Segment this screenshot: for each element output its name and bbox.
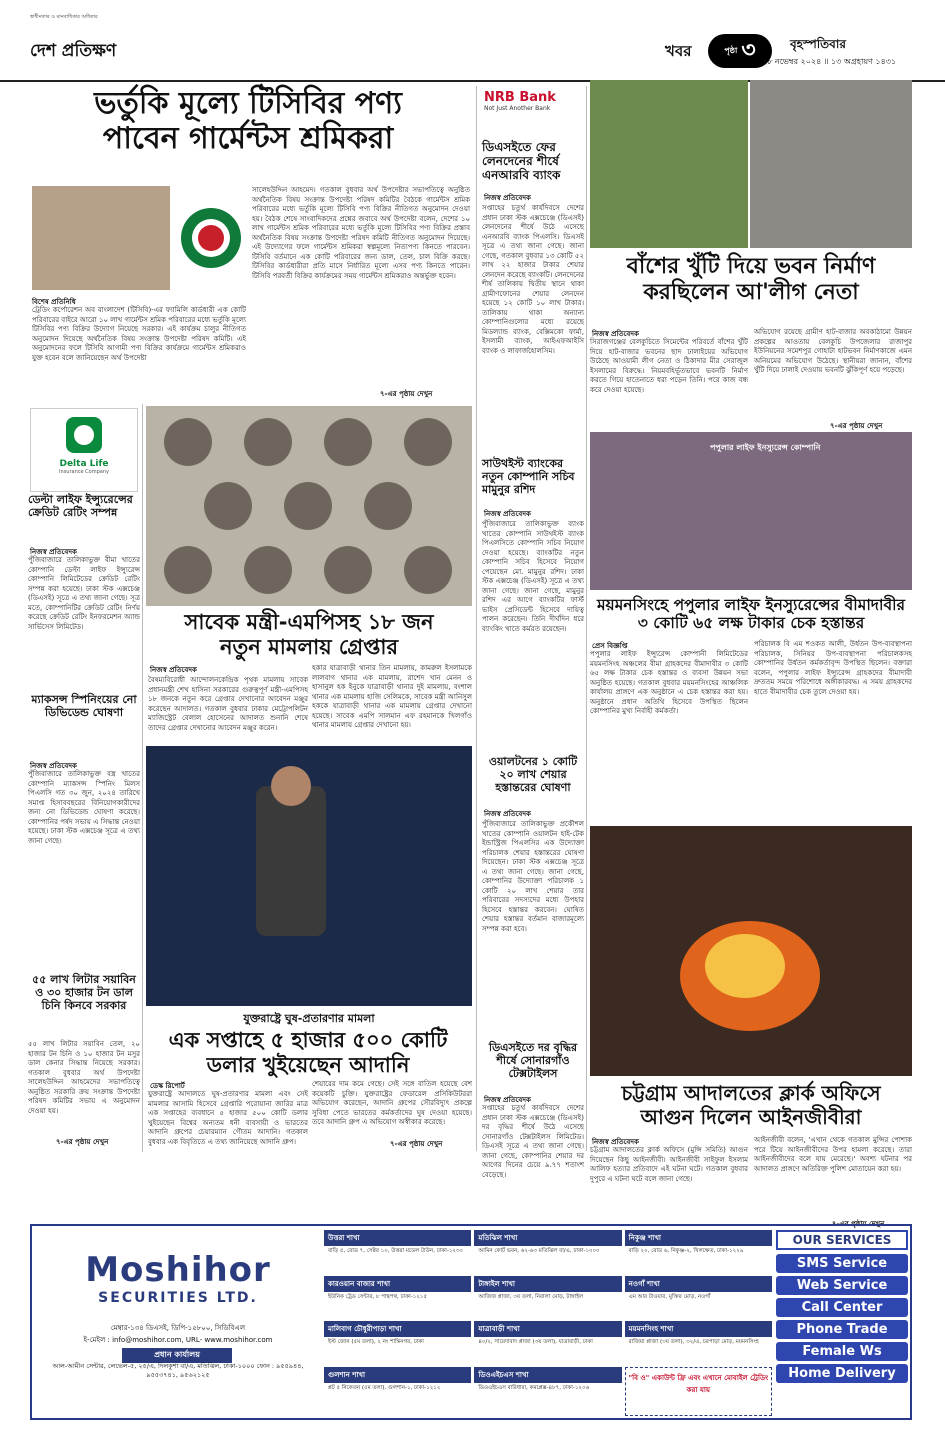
- delta-headline: ডেল্টা লাইফ ইন্স্যুরেন্সের ক্রেডিট রেটিং সম্পন্ন: [28, 493, 133, 519]
- adani-byline: ডেস্ক রিপোর্ট: [150, 1082, 185, 1090]
- popular-body-left: পপুলার লাইফ ইন্স্যুরেন্স কোম্পানী লিমিটেডের ময়মনসিংহ অঞ্চলের বীমা গ্রাহকদের বীমাদাবীর ৩ কোটি ৬৫ লক্ষ টাকার চেক হস্তান্তর ও ব্যবসা উন্নয়ন সভা অনুষ্ঠিত হয়েছে। গতকাল বুধবার ময়মনসিংহের আঞ্চলিক কার্যালয় প্রাঙ্গণে এক অনুষ্ঠানে এ চেক হস্তান্তর করা হয়। অনুষ্ঠানে প্রধান অতিথি হিসেবে উপস্থিত ছিলেন কোম্পানির মুখ্য নির্বাহী কর্মকর্তা।: [590, 650, 748, 716]
- nrb-headline: ডিএসইতে ফের লেনদেনের শীর্ষে এনআরবি ব্যাংক: [482, 140, 561, 183]
- branch-card: [324, 1367, 471, 1416]
- ctg-headline: [588, 1082, 914, 1129]
- head-office-address: আল-আমীন সেন্টার, লেভেল-৫, ২৫/এ, দিলকুশা বা/এ, মতিঝিল, ঢাকা-১০০০ ফোন : ৯৫৫৯৪৪, ৯৫৫৩৭৪১, ৯৫৬২১২৫: [52, 1362, 304, 1379]
- page-number: ৩: [741, 38, 756, 63]
- head-office-title: প্রধান কার্যালয়: [122, 1348, 232, 1363]
- branch-card: [625, 1276, 772, 1319]
- maxons-body: পুঁজিবাজারে তালিকাভুক্ত বস্ত্র খাতের কোম্পানি ম্যাকসন্স স্পিনিং মিলস পিএলসি গত ৩০ জুন, ২০২৪ তারিখে সমাপ্ত হিসাববছরের বিনিয়োগকারীদের জন্য নো ডিভিডেন্ড ঘোষণা করেছে। কোম্পানির পর্ষদ সভায় এ সিদ্ধান্ত নেওয়া হয়েছে। ঢাকা স্টক এক্সচেঞ্জ সূত্রে এ তথ্য জানা গেছে।: [28, 770, 140, 845]
- walton-byline: নিজস্ব প্রতিবেদক: [484, 810, 531, 818]
- branch-title: যাত্রাবাড়ী শাখা: [474, 1321, 621, 1337]
- adani-body-right: শেয়ারের দাম কমে গেছে। সেই সঙ্গে বাতিল হয়েছে বেশ কয়েকটি চুক্তি। যুক্তরাষ্ট্রের ফেডারেল প্রসিকিউটররা অভিযোগ করেছেন, আদানি গ্রুপের সৌরবিদ্যুৎ প্রকল্পে সুবিধা পেতে ভারতের কর্মকর্তাদের ঘুষ দেওয়া হয়েছে। তবে আদানি গ্রুপ এ অভিযোগ অস্বীকার করেছে।: [312, 1080, 472, 1127]
- promo-text: "বি ও" একাউন্ট ফ্রি এবং এখানে মোবাইল ট্রেডিং করা যায়: [628, 1373, 769, 1394]
- nrb-logo-tag: Not Just Another Bank: [484, 105, 551, 112]
- service-sms: SMS Service: [776, 1254, 908, 1273]
- service-phone-trade: Phone Trade: [776, 1320, 908, 1339]
- services-panel: [776, 1230, 908, 1416]
- nrb-body: সপ্তাহের চতুর্থ কার্যদিবসে দেশের প্রধান ঢাকা স্টক এক্সচেঞ্জে (ডিএসই) লেনদেনের শীর্ষে উঠে এসেছে এনআরবি ব্যাংক পিএলসি। ডিএসই সূত্রে এ তথ্য জানা গেছে। জানা গেছে, গতকাল বুধবার ১৩ কোটি ৫২ লাখ ২২ হাজার টাকার শেয়ার লেনদেন করেছে ব্যাংকটি। লেনদেনের শীর্ষ তালিকায় দ্বিতীয় স্থানে থাকা গ্রামীণফোনের শেয়ার লেনদেন হয়েছে ১২ কোটি ১০ লাখ টাকার। তালিকায় থাকা অন্যান্য কোম্পানিগুলোর মধ্যে রয়েছে মিডল্যান্ড ব্যাংক, বেক্সিমকো ফার্মা, ইসলামী ব্যাংক, আইএফআইসি ব্যাংক ও লাফার্জহোলসিম।: [482, 204, 584, 355]
- branch-address: প্লট ৫ নিকেতন (৫ম তলা), গুলশান-১, ঢাকা-১২১২: [328, 1384, 441, 1391]
- popular-body-right: পরিচালক বি এম শওকত আলী, উর্ধতন উপ-ব্যবস্থাপনা পরিচালক, সিনিয়র উপ-ব্যবস্থাপনা পরিচালকসহ কোম্পানির উর্ধতন কর্মকর্তাবৃন্দ উপস্থিত ছিলেন। বক্তারা বলেন, পপুলার লাইফ ইন্স্যুরেন্স গ্রাহকদের বীমাদাবী দ্রুততম সময়ে পরিশোধে অঙ্গীকারবদ্ধ। এ সময় গ্রাহকদের হাতে বীমাদাবীর চেক তুলে দেওয়া হয়।: [754, 640, 912, 696]
- branch-title: কারওয়ান বাজার শাখা: [324, 1276, 471, 1292]
- service-web: Web Service: [776, 1276, 908, 1295]
- branch-address: ইস্ট জোন (৫ম তলা), ২ নং শান্তিনগর, ঢাকা: [328, 1339, 424, 1346]
- moshihor-name: Moshihor: [85, 1250, 271, 1290]
- promo-box: [625, 1367, 772, 1416]
- southeast-headline: সাউথইস্ট ব্যাংকের নতুন কোম্পানি সচিব মামুনুর রশিদ: [482, 457, 575, 496]
- branch-card: [625, 1321, 772, 1364]
- ministers-byline: নিজস্ব প্রতিবেদক: [150, 666, 197, 674]
- ctg-headline-line1: চট্টগ্রাম আদালতের ক্লার্ক অফিসে: [621, 1081, 881, 1105]
- adani-continued: ৭-এর পৃষ্ঠায় দেখুন: [390, 1140, 443, 1148]
- issue-date: ২৮ নভেম্বর ২০২৪ ॥ ১৩ অগ্রহায়ণ ১৪৩১: [762, 57, 897, 66]
- ctg-headline-line2: আগুন দিলেন আইনজীবীরা: [640, 1104, 862, 1129]
- adani-headline: [140, 1028, 476, 1078]
- tcb-continued: ৭-এর পৃষ্ঠায় দেখুন: [380, 390, 433, 398]
- bamboo-headline: [590, 254, 912, 306]
- branch-title: টাঙ্গাইল শাখা: [474, 1276, 621, 1292]
- soybean-body: ৫৫ লাখ লিটার সয়াবিন তেল, ২০ হাজার টন চিনি ও ১০ হাজার টন মসুর ডাল কেনার সিদ্ধান্ত নিয়েছে সরকার। গতকাল বুধবার অর্থ উপদেষ্টা সালেহউদ্দিন আহমেদের সভাপতিত্বে অনুষ্ঠিত সরকারি ক্রয় সংক্রান্ত উপদেষ্টা পরিষদ কমিটির সভায় এ অনুমোদন দেওয়া হয়।: [28, 1040, 140, 1115]
- ministers-body-right: হকার যাত্রাবাড়ী থানার তিন মামলায়, কামরুল ইসলামকে লালবাগ থানার এক মামলায়, রাশেদ খান মেনন ও হাসানুল হক ইনুকে যাত্রাবাড়ী থানার দুই মামলায়, বংশাল থানার এক মামলায় হাজি সেলিমকে, সাবেক মন্ত্রী আনিসুল হককে যাত্রাবাড়ী থানার এক মামলায় গ্রেপ্তার দেখানো হয়েছে। সাবেক এমপি সালমান এফ রহমানকে খিলগাঁও থানার মামলায় গ্রেপ্তার দেখানো হয়।: [312, 664, 472, 730]
- nrb-bank-logo: [484, 90, 580, 136]
- ministers-headline: [146, 610, 472, 660]
- check-handover-photo: [590, 432, 912, 590]
- dse-headline: ডিএসইতে দর বৃদ্ধির শীর্ষে সোনারগাঁও টেক্সটাইলস: [488, 1041, 578, 1080]
- walton-headline: ওয়ালটনের ১ কোটি ২০ লাখ শেয়ার হস্তান্তরের ঘোষণা: [488, 755, 578, 794]
- tcb-byline: বিশেষ প্রতিনিধি: [32, 298, 76, 306]
- branch-card: [625, 1230, 772, 1273]
- tcb-headline: [28, 86, 468, 157]
- branch-address: ৪০/২, সায়েদাবাদ প্লাজা (৩য় তলা), যাত্রাবাড়ী, ঢাকা: [478, 1339, 593, 1346]
- tcb-logo: [176, 186, 246, 290]
- column-rule: [476, 86, 477, 1151]
- branch-address: ইউনিক ট্রেড সেন্টার, ৮ পান্থপথ, ঢাকা-১২১৫: [328, 1293, 427, 1300]
- branch-title: গুলশান শাখা: [324, 1367, 471, 1383]
- delta-body: পুঁজিবাজারে তালিকাভুক্ত বীমা খাতের কোম্পানি ডেল্টা লাইফ ইন্স্যুরেন্স কোম্পানি লিমিটেডের ক্রেডিট রেটিং সম্পন্ন করা হয়েছে। ঢাকা স্টক এক্সচেঞ্জ (ডিএসই) সূত্রে এ তথ্য জানা গেছে। সূত্র মতে, কোম্পানিটির ক্রেডিট রেটিং নির্ণয় করেছে ক্রেডিট রেটিং ইনফরমেশন অ্যান্ড সার্ভিসেস লিমিটেড।: [28, 556, 140, 631]
- branch-card: [474, 1230, 621, 1273]
- garment-workers-photo: [32, 186, 170, 290]
- soybean-continued: ৭-এর পৃষ্ঠায় দেখুন: [56, 1138, 109, 1146]
- bamboo-body-right: অভিযোগ রয়েছে গ্রামীণ হাট-বাজার অবকাঠামো উন্নয়ন প্রকল্পের আওতায় বেলকুচি উপজেলার রাজাপুর ইউনিয়নের সমেশপুর গোহাটা হাটভবন নির্মাণকাজে এমন অনিয়মের অভিযোগ উঠেছে। স্থানীয়রা জানান, বাঁশের খুঁটি দিয়ে ঢালাই দেওয়ায় ভবনটি ঝুঁকিপূর্ণ হয়ে পড়েছে।: [754, 328, 912, 375]
- branch-title: উত্তরা শাখা: [324, 1230, 471, 1246]
- branch-card: [324, 1230, 471, 1273]
- popular-byline: প্রেস বিজ্ঞপ্তি: [592, 642, 628, 650]
- bamboo-body-left: সিরাজগঞ্জের বেলকুচিতে সিমেন্টের পরিবর্তে বাঁশের খুঁটি দিয়ে হাট-বাজার ভবনের ছাদ ঢালাইয়ের অভিযোগ উঠেছে আওয়ামী লীগ নেতা ও ঠিকাদার মীর সেরাজুল ইসলামের বিরুদ্ধে। নিয়মবহির্ভূতভাবে ভবনটি নির্মাণ করতে গিয়ে হাতেনাতে ধরা পড়েন তিনি। পরে কাজ বন্ধ করে দেওয়া হয়েছে।: [590, 338, 748, 394]
- maxons-byline: নিজস্ব প্রতিবেদক: [30, 762, 77, 770]
- nrb-logo-name: NRB Bank: [484, 90, 556, 105]
- page-label: পৃষ্ঠা: [724, 46, 738, 55]
- branch-card: [324, 1276, 471, 1319]
- branch-card: [474, 1367, 621, 1416]
- ministers-body-left: বৈষম্যবিরোধী আন্দোলনকেন্দ্রিক পৃথক মামলায় সাবেক প্রধানমন্ত্রী শেখ হাসিনা সরকারের গুরুত্বপূর্ণ মন্ত্রী-এমপিসহ ১৮ জনকে নতুন করে গ্রেপ্তার দেখানোর আবেদন মঞ্জুর করেছেন আদালত। গতকাল বুধবার ঢাকার মেট্রোপলিটন ম্যাজিস্ট্রেট বেলাল হোসেনের আদালত শুনানি শেষে তাদের গ্রেপ্তার দেখানোর আবেদন মঞ্জুর করেন।: [148, 676, 308, 732]
- service-home-delivery: Home Delivery: [776, 1364, 908, 1383]
- bamboo-byline: নিজস্ব প্রতিবেদক: [592, 330, 639, 338]
- branch-title: নওগাঁ শাখা: [625, 1276, 772, 1292]
- masthead-tagline: স্বাধীনতার ও মানবাধিকার অধিকার: [30, 14, 98, 20]
- delta-logo-sub: Insurance Company: [59, 469, 109, 475]
- moshihor-logo: [38, 1250, 318, 1314]
- branch-address: রাজিয়া প্লাজা (৩য় তলা), ৩২/এ, চরপাড়া মোড়, ময়মনসিংহ: [628, 1339, 759, 1346]
- branch-address: এম আর টাওয়ার, মুক্তির মোড়, নওগাঁ: [628, 1293, 711, 1300]
- branch-title: মতিঝিল শাখা: [474, 1230, 621, 1246]
- branch-list: [324, 1230, 772, 1416]
- ministers-headline-line2: নতুন মামলায় গ্রেপ্তার: [219, 634, 399, 659]
- ctg-byline: নিজস্ব প্রতিবেদক: [592, 1138, 639, 1146]
- popular-headline: [588, 596, 914, 633]
- branch-address: আজিজ প্লাজা, ৩য় তলা, নিরালা মোড়, টাঙ্গাইল: [478, 1293, 584, 1300]
- section-name: খবর: [665, 42, 692, 60]
- ctg-body-right: আইনজীবী বলেন, 'এখান থেকে গতকাল মুন্সির পোশাক পরে টিয়ে আইনজীবীদের উপর হামলা করেছে। তারা আইনজীবীদের বলে যায় মেরেছে।' অবশ্য ঘটনার পর আদালত প্রাঙ্গণে অতিরিক্ত পুলিশ মোতায়েন করা হয়।: [754, 1136, 912, 1173]
- maxons-headline: ম্যাকসন্স স্পিনিংয়ের নো ডিভিডেন্ড ঘোষণা: [31, 693, 137, 719]
- bamboo-construction-photo: [750, 80, 912, 248]
- column-rule: [586, 86, 587, 1151]
- service-call-center: Call Center: [776, 1298, 908, 1317]
- ctg-body-left: চট্টগ্রাম আদালতের ক্লার্ক অফিসে (মুন্সি সমিতি) আগুন দিয়েছেন কিছু আইনজীবী। আইনজীবী সাইফুল ইসলাম আলিফ হত্যার প্রতিবাদে এই ঘটনা ঘটে। গতকাল বুধবার দুপুরে এ ঘটনা ঘটে বলে জানা গেছে।: [590, 1146, 748, 1183]
- southeast-body: পুঁজিবাজারে তালিকাভুক্ত ব্যাংক খাতের কোম্পানি সাউথইস্ট ব্যাংক পিএলসিতে কোম্পানি সচিব নিয়োগ দেওয়া হয়েছে। ব্যাংকটির নতুন কোম্পানি সচিব হিসেবে নিয়োগ পেয়েছেন মো. মামুনুর রশিদ। ঢাকা স্টক এক্সচেঞ্জ (ডিএসই) সূত্রে এ তথ্য জানা গেছে। জানা গেছে, মামুনুর রশিদ এর আগে ব্যাংকটির ফার্স্ট ভাইস প্রেসিডেন্ট হিসেবে দায়িত্ব পালন করেছেন। তিনি দীর্ঘদিন ধরে ব্যাংকিং খাতে কর্মরত রয়েছেন।: [482, 520, 584, 633]
- delta-life-logo: [30, 408, 138, 492]
- branch-card: [474, 1276, 621, 1319]
- photo-banner-text: পপুলার লাইফ ইনস্যুরেন্স কোম্পানি: [710, 443, 821, 452]
- branch-title: মালিবাগ চৌধুরীপাড়া শাখা: [324, 1321, 471, 1337]
- popular-headline-line2: ৩ কোটি ৬৫ লক্ষ টাকার চেক হস্তান্তর: [637, 614, 865, 633]
- adani-body-left: যুক্তরাষ্ট্রে আদালতে ঘুষ-প্রতারণার মামলা এবং সেই মামলার আসামি হিসেবে গ্রেপ্তারি পরোয়ানা জারির মাত্র এক সপ্তাহের ব্যবধানে ৫ হাজার ৫০০ কোটি ডলার খুইয়েছেন বিশ্বের অন্যতম ধনী ব্যবসায়ী ও ভারতের আদানি গ্রুপের চেয়ারম্যান গৌতম আদানি। গতকাল বুধবার এক বিবৃতিতে এ তথ্য জানিয়েছে আদানি গ্রুপ।: [148, 1090, 308, 1146]
- dse-body: সপ্তাহের চতুর্থ কার্যদিবসে দেশের প্রধান ঢাকা স্টক এক্সচেঞ্জে (ডিএসই) দর বৃদ্ধির শীর্ষে উঠে এসেছে সোনারগাঁও টেক্সটাইলস লিমিটেড। ডিএসই সূত্রে এ তথ্য জানা গেছে। জানা গেছে, কোম্পানির শেয়ার দর আগের দিনের চেয়ে ৯.৭৭ শতাংশ বেড়েছে।: [482, 1104, 584, 1179]
- dse-byline: নিজস্ব প্রতিবেদক: [484, 1096, 531, 1104]
- awami-leader-photo: [590, 80, 748, 248]
- moshihor-sub: SECURITIES LTD.: [98, 1290, 258, 1306]
- court-fire-photo: [590, 826, 912, 1076]
- popular-headline-line1: ময়মনসিংহে পপুলার লাইফ ইনস্যুরেন্সের বীমাদাবীর: [596, 596, 906, 614]
- bamboo-headline-line1: বাঁশের খুঁটি দিয়ে ভবন নির্মাণ: [626, 254, 876, 279]
- services-title: OUR SERVICES: [776, 1230, 908, 1250]
- tcb-headline-line1: ভর্তুকি মূল্যে টিসিবির পণ্য: [94, 86, 402, 121]
- service-female-ws: Female Ws: [776, 1342, 908, 1361]
- ctg-continued: ৭-এর পৃষ্ঠায় দেখুন: [832, 1220, 885, 1228]
- ministers-headline-line1: সাবেক মন্ত্রী-এমপিসহ ১৮ জন: [184, 610, 434, 634]
- branch-address: আমিন কোর্ট ভবন, ৬২-৬৩ মতিঝিল বা/এ, ঢাকা-১০০০: [478, 1248, 600, 1254]
- tcb-body-left: ট্রেডিং কর্পোরেশন অব বাংলাদেশ (টিসিবি)-এর ফ্যামিলি কার্ডধারী এক কোটি পরিবারের বাইরে আরো ১০ লাখ গার্মেন্টস শ্রমিক পরিবারের মধ্যে ভর্তুকি মূল্যে টিসিবির পণ্য বিক্রির উদ্যোগ নিয়েছে সরকার। এই কার্যক্রম চালুর নীতিগত অনুমোদন দিয়েছে অর্থনৈতিক বিষয় সংক্রান্ত উপদেষ্টা পরিষদ কমিটি। এই অনুমোদনের ফলে টিসিবি আগামী পণ্য বিক্রির কার্যক্রমে গার্মেন্টস শ্রমিকরাও যুক্ত হবেন বলে জানিয়েছেন অর্থ উপদেষ্টা: [32, 306, 246, 362]
- moshihor-advertisement: [30, 1224, 912, 1420]
- tcb-headline-line2: পাবেন গার্মেন্টস শ্রমিকরা: [102, 121, 394, 157]
- bamboo-headline-line2: করছিলেন আ'লীগ নেতা: [643, 279, 859, 305]
- arrested-ministers-photo-grid: [146, 406, 472, 606]
- adani-headline-line2: ডলার খুইয়েছেন আদানি: [206, 1052, 410, 1077]
- delta-byline: নিজস্ব প্রতিবেদক: [30, 548, 77, 556]
- branch-address: বাড়ি ৫, রোড ৭, সেক্টর ১০, উত্তরা মডেল টাউন, ঢাকা-১২৩০: [328, 1248, 464, 1254]
- nrb-byline: নিজস্ব প্রতিবেদক: [484, 194, 531, 202]
- walton-body: পুঁজিবাজারে তালিকাভুক্ত প্রকৌশল খাতের কোম্পানি ওয়ালটন হাই-টেক ইন্ডাস্ট্রিজ পিএলসির এক উদ্যোক্তা পরিচালক শেয়ার হস্তান্তরের ঘোষণা দিয়েছেন। ঢাকা স্টক এক্সচেঞ্জ সূত্রে এ তথ্য জানা গেছে। জানা গেছে, কোম্পানির উদ্যোক্তা পরিচালক ১ কোটি ২০ লাখ শেয়ার তার পরিবারের সদস্যদের মধ্যে উপহার হিসেবে হস্তান্তর করবেন। ঘোষিত শেয়ার হস্তান্তর বর্তমান বাজারমূল্যে সম্পন্ন করা হবে।: [482, 820, 584, 933]
- adani-kicker: যুক্তরাষ্ট্রে ঘুষ-প্রতারণার মামলা: [243, 1012, 375, 1025]
- tcb-body-right: সালেহউদ্দিন আহমেদ। গতকাল বুধবার অর্থ উপদেষ্টার সভাপতিত্বে অনুষ্ঠিত অর্থনৈতিক বিষয় সংক্রান্ত উপদেষ্টা পরিষদ কমিটির বৈঠকে গার্মেন্টস শ্রমিক পরিবারের মধ্যে ভর্তুকি মূল্যে টিসিবি পণ্য বিক্রির নীতিগত অনুমোদন দেওয়া হয়। বৈঠক শেষে সাংবাদিকদের প্রশ্নের জবাবে অর্থ উপদেষ্টা বলেন, দেশের ১০ লাখ গার্মেন্টস শ্রমিক পরিবারের মধ্যে ভর্তুকি মূল্যে টিসিবির পণ্য বিক্রির প্রস্তাব অর্থনৈতিক বিষয় সংক্রান্ত উপদেষ্টা পরিষদ কমিটি নীতিগত অনুমোদন দিয়েছে। এই উদ্যোগের ফলে গার্মেন্টস শ্রমিকরা স্বল্পমূল্যে নিত্যপণ্য কিনতে পারবেন। টিসিবি বর্তমানে এক কোটি পরিবারের জন্য ডাল, তেল, চাল বিক্রি করছে। টিসিবির কার্ডধারীরা প্রতি মাসে নির্ধারিত মূল্যে এসব পণ্য কিনতে পারেন। টিসিবি পরবর্তী বিক্রির কার্যক্রমের সময় গার্মেন্টস শ্রমিকরাও অন্তর্ভুক্ত হবেন।: [252, 186, 470, 280]
- ad-membership: মেম্বার-১৩৪ ডিএসই, ডিপি-১৫৮০০, সিডিবিএল: [110, 1324, 246, 1332]
- branch-card: [474, 1321, 621, 1364]
- branch-title: ডিওএইচএস শাখা: [474, 1367, 621, 1383]
- branch-title: ময়মনসিংহ শাখা: [625, 1321, 772, 1337]
- ad-contact: ই-মেইল : info@moshihor.com, URL- www.moshihor.com: [83, 1336, 273, 1344]
- bamboo-continued: ৭-এর পৃষ্ঠায় দেখুন: [830, 422, 883, 430]
- soybean-headline: ৫৫ লাখ লিটার সয়াবিন ও ৩০ হাজার টন ডাল চিনি কিনবে সরকার: [32, 973, 136, 1012]
- branch-card: [324, 1321, 471, 1364]
- delta-logo-name: Delta Life: [59, 459, 109, 469]
- newspaper-logo: দেশ প্রতিক্ষণ: [30, 41, 117, 61]
- branch-address: বাড়ি ২০, রোড ৬, নিকুঞ্জ-২, খিলক্ষেত, ঢাকা-১২২৯: [628, 1248, 744, 1254]
- masthead: [0, 0, 945, 82]
- adani-speech-photo: [146, 746, 472, 1006]
- issue-day: বৃহস্পতিবার: [790, 37, 846, 51]
- branch-address: ডিওএইচএস বারিধারা, কমপ্লেক্স-৪৮৭, ঢাকা-১২০৬: [478, 1384, 590, 1391]
- branch-title: নিকুঞ্জ শাখা: [625, 1230, 772, 1246]
- adani-headline-line1: এক সপ্তাহে ৫ হাজার ৫০০ কোটি: [168, 1028, 448, 1052]
- southeast-byline: নিজস্ব প্রতিবেদক: [484, 510, 531, 518]
